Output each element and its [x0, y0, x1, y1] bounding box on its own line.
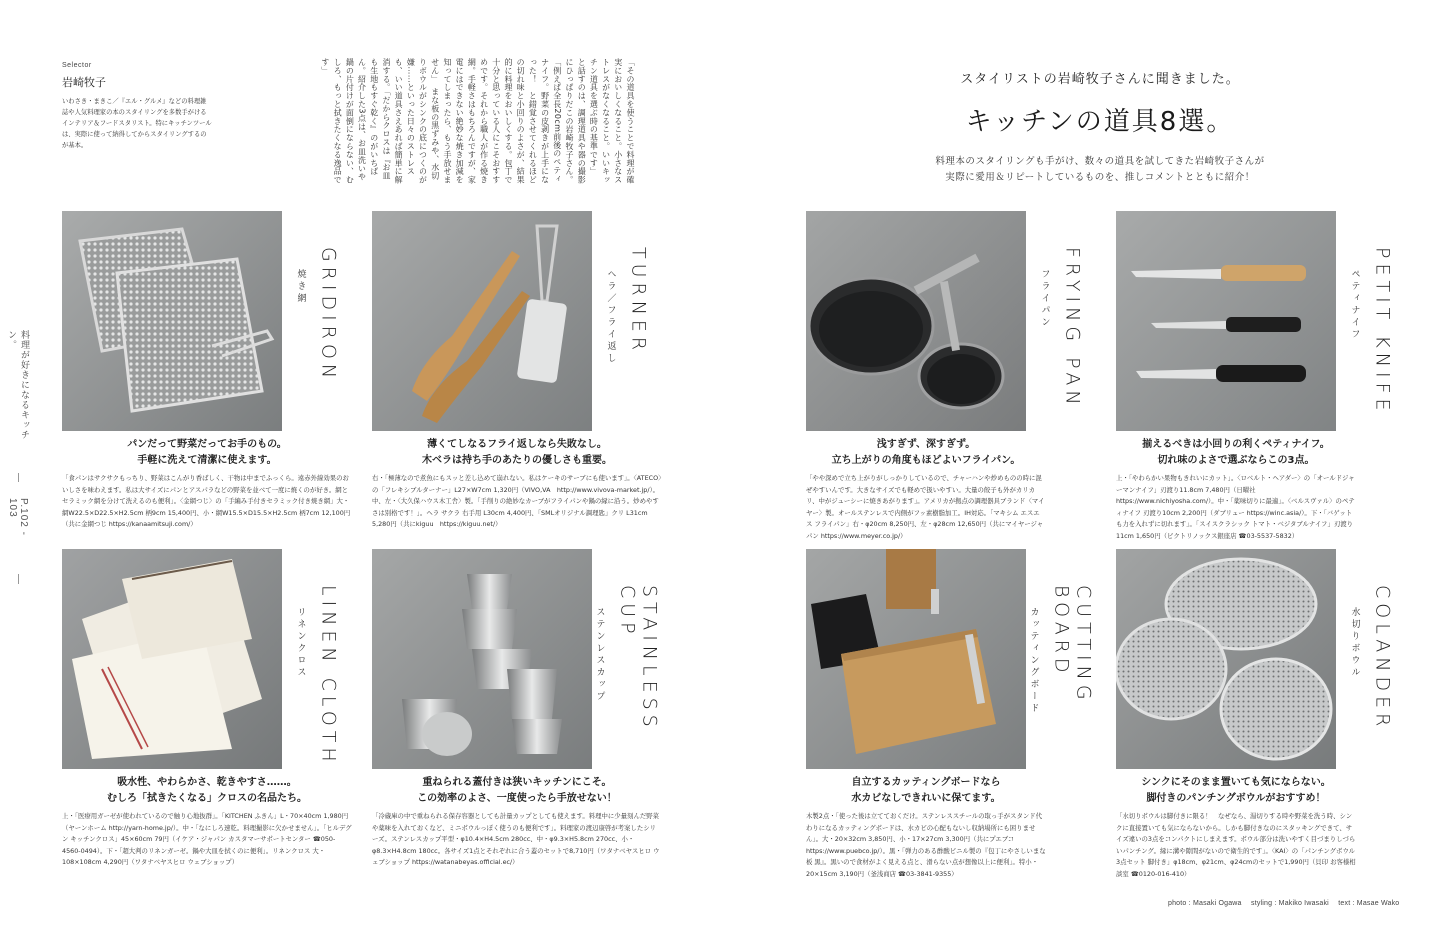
item-title-en: LINEN CLOTH	[317, 585, 340, 767]
item-description: 「やや深めで立ち上がりがしっかりしているので、チャーハンや炒めものの時に混ぜやすいんです。大きなサイズでも軽めで扱いやすい。大量の餃子も外がカリカリ、中がジューシーに焼きあがります」。アメリカが拠点の調理器具ブランド〈マイヤー〉製。オールステンレスで内側がフッ素樹脂加工。IH対応。「マキシム エスエス フライパン」右・φ20cm 8,250円、左・φ28cm 12,650円（共にマイヤージャパン https://www.meyer.co.jp/）	[806, 474, 1045, 540]
item-description: 右・「極薄なので煮魚にもスッと差し込めて崩れない。私はケーキのサーブにも使います」。〈ATECO〉の「フレキシブルターナー」L27×W7cm 1,320円（VIVO,VA http://www.vivova-market.jp/）。中、左・〈大久保ハウス木工舎〉製。「手削りの絶妙なカーブがフライパンや鍋の縁に沿う。炒めやすさは別格です！」。ヘラ サクラ 右手用 L30cm 4,400円、「SMLオリジナル調理匙」クリ L31cm 5,280円（共にkiguu https://kiguu.net/）	[372, 474, 662, 528]
divider	[18, 473, 19, 483]
article-title: キッチンの道具8選。	[965, 107, 1235, 137]
cutting-board-photo	[806, 549, 1026, 769]
photo-credits: photo : Masaki Ogawa styling : Makiko Iwasaki text : Masae Wako	[1168, 900, 1400, 907]
catch-line: 木ベラは持ち手のあたりの優しさも重要。	[422, 455, 612, 466]
gridiron-label	[282, 211, 352, 431]
catch-line: 浅すぎず、深すぎず。	[876, 439, 976, 450]
colander-label	[1336, 549, 1406, 769]
description-line: 料理本のスタイリングも手がけ、数々の道具を試してきた岩崎牧子さんが	[935, 156, 1265, 167]
item-description: 上・「やわらかい果物もきれいにカット」。〈ロベルト・ヘアダー〉の「オールドジャーマンナイフ」刃渡り11.8cm 7,480円（日曜社 https://www.nichiyosha.com/）。中・「薬味切りに最適」。〈ベルスヴァル〉のペティナイフ 刃渡り10cm 2,200円（ダブリュー https://winc.asia/）。下・「バゲットも力を入れずに切れます」。「スイスクラシック トマト・ベジタブルナイフ」刃渡り11cm 1,650円（ビクトリノックス銀座店 ☎03-5537-5832）	[1116, 474, 1355, 540]
colander-photo	[1116, 549, 1336, 769]
item-catchcopy	[372, 437, 662, 469]
selector-name: 岩崎牧子	[62, 76, 106, 89]
stainless-cup-photo	[372, 549, 592, 769]
catch-line: 切れ味のよさで選ぶならこの3点。	[1157, 455, 1315, 466]
item-catchcopy	[62, 437, 352, 469]
catch-line: この効率のよさ、一度使ったら手放せない！	[417, 793, 617, 804]
item-title-jp: ステンレスカップ	[594, 607, 605, 703]
linen-cloth-label	[282, 549, 352, 769]
catch-line: 自立するカッティングボードなら	[851, 777, 1001, 788]
item-title-jp: ヘラ／フライ返し	[605, 269, 616, 365]
catch-line: 脚付きのパンチングボウルがおすすめ！	[1146, 793, 1326, 804]
catch-line: パンだって野菜だってお手のもの。	[127, 439, 287, 450]
item-title-jp: ペティナイフ	[1349, 269, 1360, 341]
gridiron-photo	[62, 211, 282, 431]
linen-cloth-photo	[62, 549, 282, 769]
item-title-jp: 焼き網	[295, 269, 306, 305]
page-numbers: P.102 - 103	[7, 498, 29, 537]
item-title-jp: フライパン	[1039, 269, 1050, 329]
item-catchcopy	[372, 775, 662, 807]
item-description: 「水切りボウルは脚付きに限る！ なぜなら、湯切りする時や野菜を洗う時、シンクに直接置いても気にならないから。しかも脚付きなのにスタッキングできて、サイズ違いの3点をコンパクトにしまえます。ボウル部分は洗いやすく目づまりしづらいパンチング。縁に溝や隙間がないので衛生的です」。〈KAI〉の「パンチングボウル3点セット 脚付き」φ18cm、φ21cm、φ24cmのセットで1,990円（貝印 お客様相談室 ☎0120-016-410）	[1116, 812, 1356, 878]
item-description: 上・「医療用ガーゼが使われているので触り心地抜群」。「KITCHEN ふきん」L・70×40cm 1,980円（ヤーンホーム http://yarn-home.jp/）。中・「なにしろ速乾。料理撮影に欠かせません」。「ヒルデグン キッチンクロス」45×60cm 79円（イケア・ジャパン カスタマーサポートセンター ☎050-4560-0494）。下・「超大判のリネンガーゼ。鍋や大皿を拭くのに便利」。リネンクロス 大・108×108cm 4,290円（ワタナベヤスヒロ ウェブショップ）	[62, 812, 352, 866]
item-title-en: STAINLESS CUP	[616, 585, 661, 732]
catch-line: 揃えるべきは小回りの利くペティナイフ。	[1142, 439, 1330, 450]
cutting-board-label	[1026, 549, 1096, 769]
interview-quote: 「その道具を使うことで料理が確実においしくなること。小さなストレスがなくなること。いいキッチン道具を選ぶ時の基準です」 と話すのは、調理道具や器の撮影にひっぱりだこの岩崎牧子さん。「例えば全長20cm前後のペティナイフ。野菜の皮剥きが上手になった！ と錯覚させてくれるほどの切れ味と小回りのよさが、結果的に料理をおいしくする。包丁で十分と思っている人にこそおすすめです。それから職人が作る焼き網。手軽さはもちろんですが、家電にはできない絶妙な焼き加減を知ってしまったら、もう手放せません」 まな板の黒ずみや、水切りボウルがシンクの底につくのが嫌……といった日々のストレスも、いい道具さえあれば簡単に解消する。「だからクロスは『お皿も生地もすぐ乾く』のがいちばん。紹介した3点は、お皿洗いや鍋の片付けが面倒にならない、むしろ、もっと拭きたくなる逸品です」	[320, 58, 635, 184]
article-subtitle: スタイリストの岩崎牧子さんに聞きました。	[960, 72, 1240, 87]
stainless-cup-label	[592, 549, 662, 769]
item-catchcopy	[1116, 775, 1356, 807]
catch-line: シンクにそのまま置いても気にならない。	[1141, 777, 1331, 788]
item-title-jp: カッティングボード	[1028, 607, 1039, 715]
item-title-en: COLANDER	[1371, 585, 1394, 732]
catch-line: 手軽に洗えて清潔に使えます。	[137, 455, 277, 466]
item-catchcopy	[62, 775, 352, 807]
catch-line: 水カビなしできれいに保てます。	[851, 793, 1001, 804]
item-catchcopy	[806, 775, 1046, 807]
item-title-en: CUTTING BOARD	[1050, 585, 1095, 705]
item-title-en: FRYING PAN	[1061, 247, 1084, 410]
petit-knife-photo	[1116, 211, 1336, 431]
frying-pan-label	[1026, 211, 1096, 431]
article-description	[905, 154, 1295, 186]
item-catchcopy	[1116, 437, 1356, 469]
selector-label: Selector	[62, 62, 92, 69]
item-title-en: GRIDIRON	[317, 247, 340, 384]
catch-line: 吸水性、やわらかさ、乾きやすさ……。	[117, 777, 297, 788]
item-title-en: PETIT KNIFE	[1371, 247, 1394, 416]
catch-line: 薄くてしなるフライ返しなら失敗なし。	[427, 439, 607, 450]
item-description: 「冷蔵庫の中で重ねられる保存容器としても計量カップとしても使えます。料理中に少量刻んだ野菜や薬味を入れておくなど、ミニボウルっぽく使うのも便利です」。料理家の渡辺康啓が考案したシリーズ。ステンレスカップ平型・φ10.4×H4.5cm 280cc、中・φ9.3×H5.8cm 270cc、小・φ8.3×H4.8cm 180cc。各サイズ1点とそれぞれに合う蓋のセットで8,710円（ワタナベヤスヒロ ウェブショップ https://watanabeyas.official.ec/）	[372, 812, 660, 866]
item-title-jp: 水切りボウル	[1349, 607, 1360, 679]
item-title-jp: リネンクロス	[295, 607, 306, 679]
turner-label	[592, 211, 662, 431]
selector-profile	[62, 62, 212, 151]
article-intro	[905, 68, 1295, 186]
catch-line: むしろ「拭きたくなる」クロスの名品たち。	[107, 793, 307, 804]
running-title: 料理が好きになるキッチン。	[6, 330, 29, 440]
petit-knife-label	[1336, 211, 1406, 431]
catch-line: 重ねられる蓋付きは狭いキッチンにこそ。	[422, 777, 612, 788]
item-catchcopy	[806, 437, 1046, 469]
frying-pan-photo	[806, 211, 1026, 431]
divider	[18, 574, 19, 584]
description-line: 実際に愛用＆リピートしているものを、推しコメントとともに紹介！	[945, 172, 1255, 183]
item-title-en: TURNER	[627, 247, 650, 356]
item-description: 木製2点・「使った後は立てておくだけ。ステンレススチールの取っ手がスタンド代わりになるカッティングボードは、水カビの心配もないし収納場所にも困りません」。大・20×32cm 3,850円、小・17×27cm 3,300円（共にプエブコ https://www.puebco.jp/）。黒・「弾力のある酢酸ビニル製の『包丁にやさしいまな板 黒』。黒いので食材がよく見える点と、滑らない点が想像以上に便利」。特小・20×15cm 3,190円（釜浅商店 ☎03-3841-9355）	[806, 812, 1046, 878]
item-description: 「食パンはサクサクもっちり、野菜はこんがり香ばしく、干物は中までふっくら。遠赤外線効果のおいしさを味わえます。私は大サイズにパンとアスパラなどの野菜を並べて一度に焼くのが好き。網とセラミック網を分けて洗えるのも便利」。〈金網つじ〉の「手編み手付きセラミック付き焼き網」大・網W22.5×D22.5×H2.5cm 柄9cm 15,400円、小・網W15.5×D15.5×H2.5cm 柄7cm 12,100円（共に金網つじ https://kanaamitsuji.com/）	[62, 474, 351, 528]
turner-photo	[372, 211, 592, 431]
selector-bio: いわさき・まきこ／『エル・グルメ』などの料理雑誌や人気料理家の本のスタイリングを多数手がけるインテリア＆フードスタリスト。特にキッチンツールは、実際に使って納得してからスタイリングするのが基本。	[62, 98, 212, 149]
page-spine	[6, 330, 30, 600]
catch-line: 立ち上がりの角度もほどよいフライパン。	[831, 455, 1021, 466]
